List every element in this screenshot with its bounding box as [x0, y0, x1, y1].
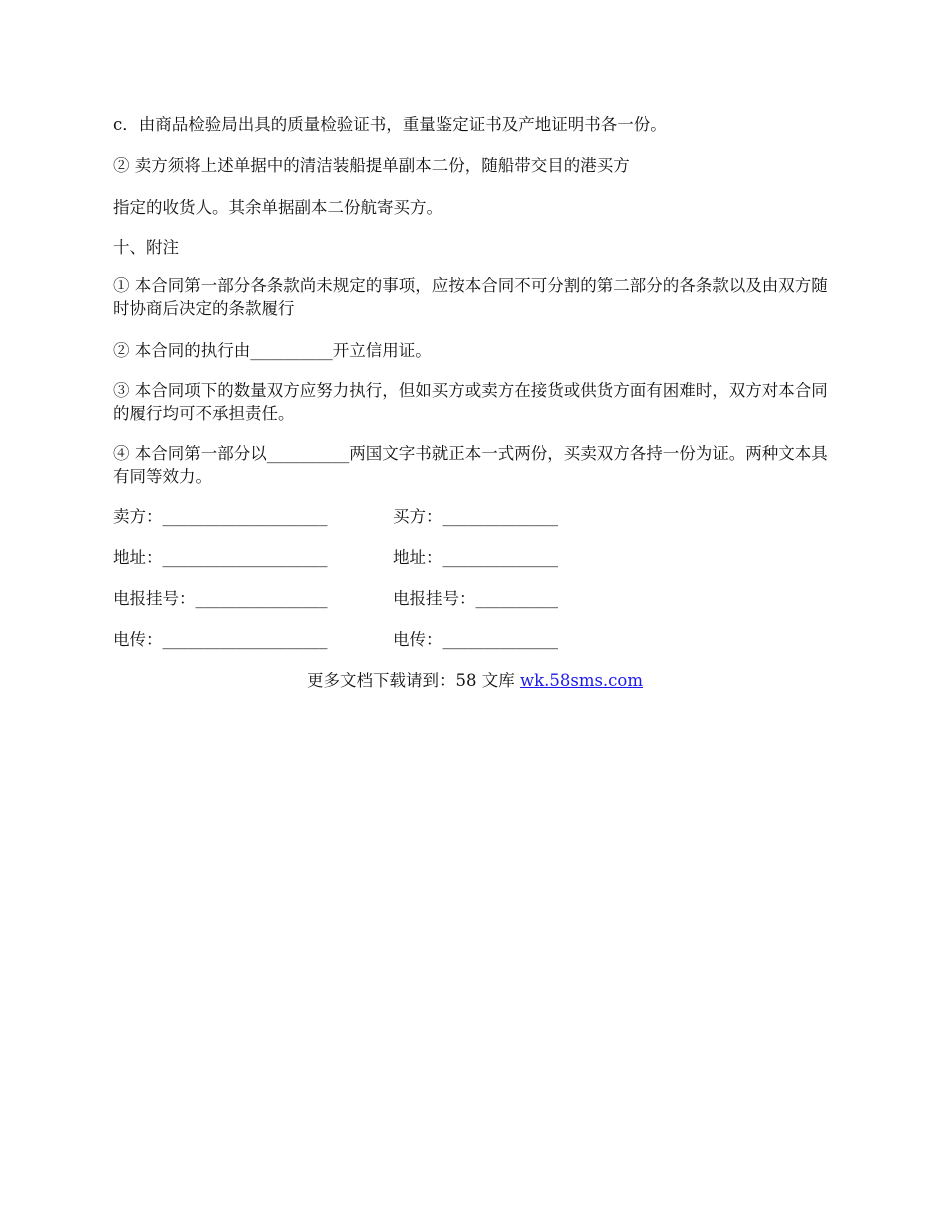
- buyer-telex-field: 电传：______________: [393, 630, 558, 649]
- paragraph-note-4: ④ 本合同第一部分以__________两国文字书就正本一式两份，买卖双方各持一份为证。两种文本具有同等效力。: [113, 444, 828, 486]
- paragraph-certificates: c．由商品检验局出具的质量检验证书，重量鉴定证书及产地证明书各一份。: [113, 115, 667, 134]
- signature-row-party: [113, 505, 813, 528]
- seller-cable-field: 电报挂号：________________: [113, 589, 328, 608]
- buyer-address-field: 地址：______________: [393, 548, 558, 567]
- seller-telex-field: 电传：____________________: [113, 630, 328, 649]
- signature-row-cable: [113, 587, 813, 610]
- paragraph-note-3: ③ 本合同项下的数量双方应努力执行，但如买方或卖方在接货或供货方面有困难时，双方对本合同的履行均可不承担责任。: [113, 381, 828, 423]
- section-heading-notes: 十、附注: [113, 238, 179, 257]
- paragraph-note-1: ① 本合同第一部分各条款尚未规定的事项，应按本合同不可分割的第二部分的各条款以及由双方随时协商后决定的条款履行: [113, 276, 828, 318]
- seller-address-field: 地址：____________________: [113, 548, 328, 567]
- seller-field: 卖方：____________________: [113, 507, 328, 526]
- download-footer: [0, 669, 950, 692]
- buyer-cable-field: 电报挂号：__________: [393, 589, 558, 608]
- paragraph-bill-of-lading: ② 卖方须将上述单据中的清洁装船提单副本二份，随船带交目的港买方: [113, 156, 630, 175]
- paragraph-consignee: 指定的收货人。其余单据副本二份航寄买方。: [113, 198, 443, 217]
- buyer-field: 买方：______________: [393, 507, 558, 526]
- signature-row-address: [113, 546, 813, 569]
- footer-text: 更多文档下载请到：58 文库: [306, 671, 520, 690]
- footer-link[interactable]: wk.58sms.com: [519, 671, 643, 690]
- paragraph-note-2: ② 本合同的执行由__________开立信用证。: [113, 341, 432, 360]
- signature-row-telex: [113, 628, 813, 651]
